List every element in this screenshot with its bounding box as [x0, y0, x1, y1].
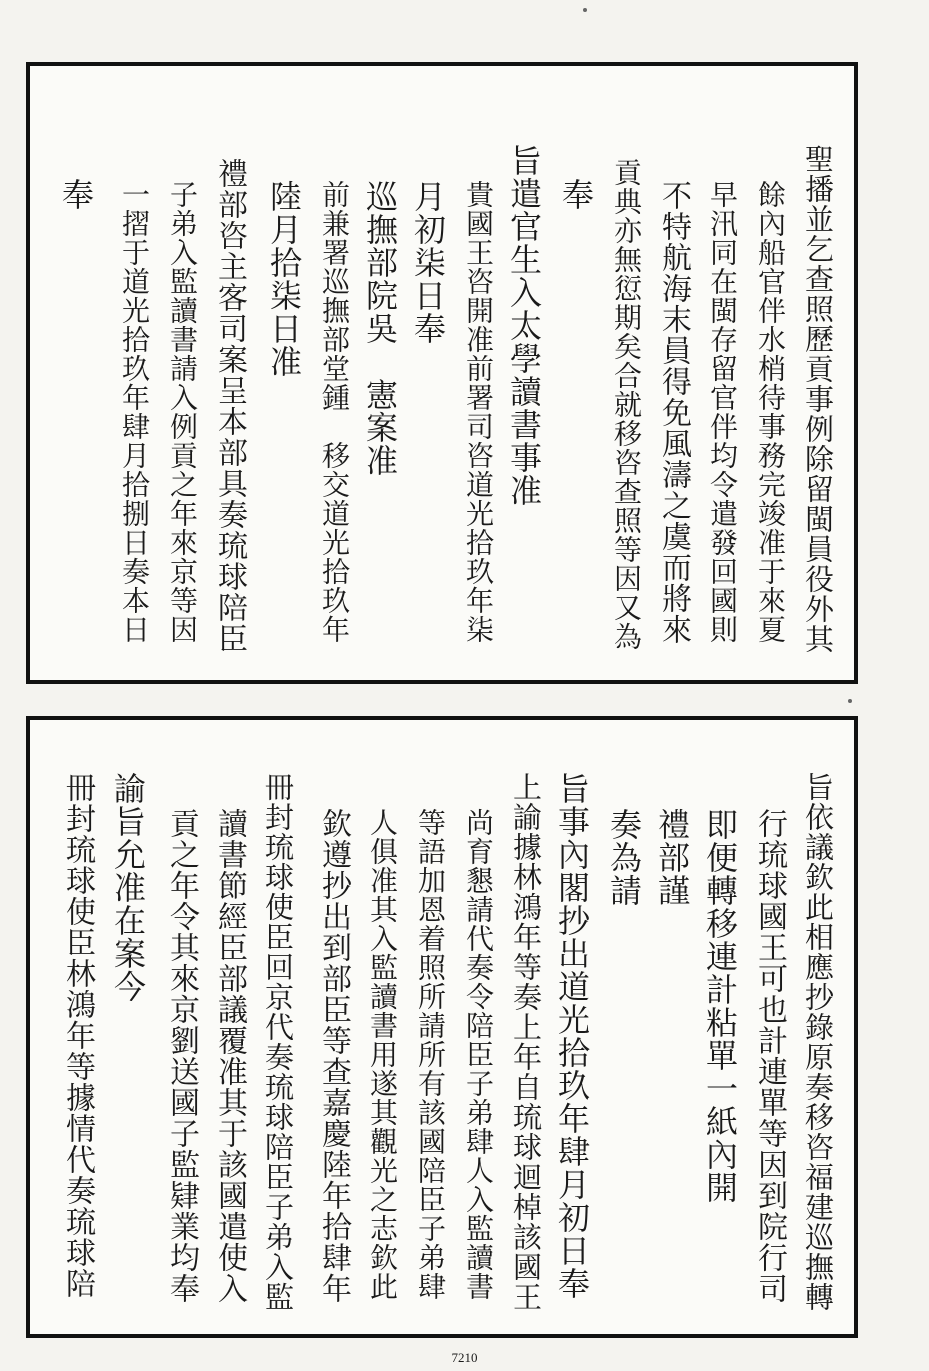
top-column-13: 禮部咨主客司案呈本部具奏琉球陪臣 [212, 158, 247, 654]
top-column-16: 奉 [57, 178, 95, 211]
top-column-2: 餘內船官伴水梢待事務完竣准于來夏 [754, 180, 787, 644]
bottom-column-6: 旨事內閣抄出道光拾玖年肆月初日奉 [553, 772, 591, 1300]
bottom-column-11: 欽遵抄出到部臣等查嘉慶陸年拾肆年 [316, 808, 351, 1304]
bottom-column-5: 奏為請 [605, 808, 643, 907]
bottom-column-16: 冊封琉球使臣林鴻年等據情代奏琉球陪 [60, 772, 95, 1299]
bottom-column-8: 尚育懇請代奏令陪臣子弟肆人入監讀書 [462, 808, 495, 1301]
top-column-8: 貴國王咨開准前署司咨道光拾玖年柒 [462, 180, 495, 644]
bottom-column-9: 等語加恩着照所請所有該國陪臣子弟肆 [414, 808, 447, 1301]
top-column-4: 不特航海末員得免風濤之虞而將來 [656, 180, 691, 645]
top-column-12: 陸月拾柒日准 [265, 180, 303, 378]
bottom-column-10: 人俱准其入監讀書用遂其觀光之志欽此 [366, 808, 399, 1301]
bottom-column-7: 上諭據林鴻年等奏上年自琉球迴棹該國王 [509, 772, 543, 1312]
bottom-text-panel [26, 716, 858, 1338]
top-column-6: 奉 [557, 178, 595, 211]
top-column-7: 旨遣官生入太學讀書事准 [505, 144, 543, 507]
top-column-5: 貢典亦無愆期矣合就移咨查照等因又為 [610, 158, 643, 651]
top-text-panel [26, 62, 858, 684]
bottom-column-12: 冊封琉球使臣回京代奏琉球陪臣子弟入監 [261, 772, 295, 1312]
top-column-14: 子弟入監讀書請入例貢之年來京等因 [166, 180, 199, 644]
bottom-column-14: 貢之年令其來京劉送國子監肄業均奉 [164, 808, 199, 1304]
page-number: 7210 [451, 1350, 478, 1365]
bottom-column-13: 讀書節經臣部議覆准其于該國遣使入 [212, 808, 247, 1304]
bottom-column-4: 禮部謹 [653, 808, 691, 907]
top-column-9: 月初柒日奉 [409, 180, 447, 345]
top-column-10: 巡撫部院吳 憲案准 [361, 180, 399, 477]
top-column-1: 聖播並乞查照歷貢事例除留閩員役外其 [801, 144, 835, 654]
bottom-column-2: 行琉球國王可也計連單等因到院行司 [752, 808, 787, 1304]
top-column-15: 一摺于道光拾玖年肆月拾捌日奏本日 [118, 180, 151, 644]
bottom-column-3: 即便轉移連計粘單一紙內開 [701, 808, 739, 1204]
top-column-11: 前兼署巡撫部堂鍾 移交道光拾玖年 [318, 180, 351, 644]
bottom-column-15: 諭旨允准在案今 [109, 772, 147, 1003]
bottom-column-1: 旨依議欽此相應抄錄原奏移咨福建巡撫轉 [801, 772, 835, 1312]
top-column-3: 早汛同在閩存留官伴均令遣發回國則 [706, 180, 739, 644]
